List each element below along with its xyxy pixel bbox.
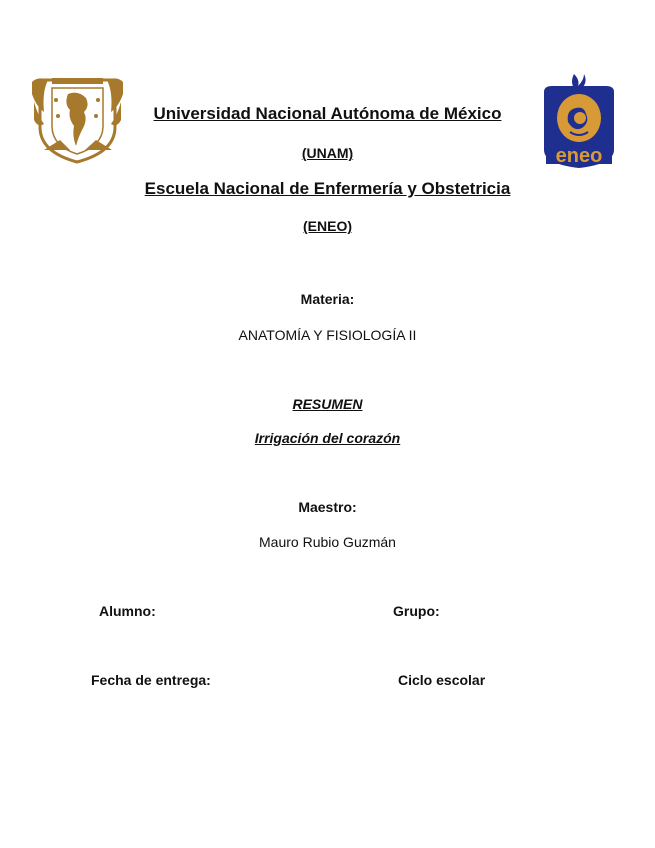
school-title: Escuela Nacional de Enfermería y Obstetricia bbox=[144, 179, 511, 198]
university-title: Universidad Nacional Autónoma de México bbox=[153, 104, 502, 123]
group-label: Grupo: bbox=[393, 603, 440, 619]
work-type: RESUMEN bbox=[292, 396, 363, 412]
subject-value: ANATOMÍA Y FISIOLOGÍA II bbox=[238, 327, 417, 343]
teacher-value: Mauro Rubio Guzmán bbox=[259, 534, 396, 550]
teacher-label: Maestro: bbox=[298, 499, 357, 515]
school-cycle-label: Ciclo escolar bbox=[398, 672, 486, 688]
eneo-logo-text: eneo bbox=[555, 145, 603, 167]
student-label: Alumno: bbox=[99, 603, 156, 619]
work-title: Irrigación del corazón bbox=[254, 430, 401, 446]
delivery-date-label: Fecha de entrega: bbox=[91, 672, 211, 688]
subject-label: Materia: bbox=[300, 291, 355, 307]
university-abbreviation: (UNAM) bbox=[301, 145, 354, 161]
school-abbreviation: (ENEO) bbox=[303, 218, 352, 234]
